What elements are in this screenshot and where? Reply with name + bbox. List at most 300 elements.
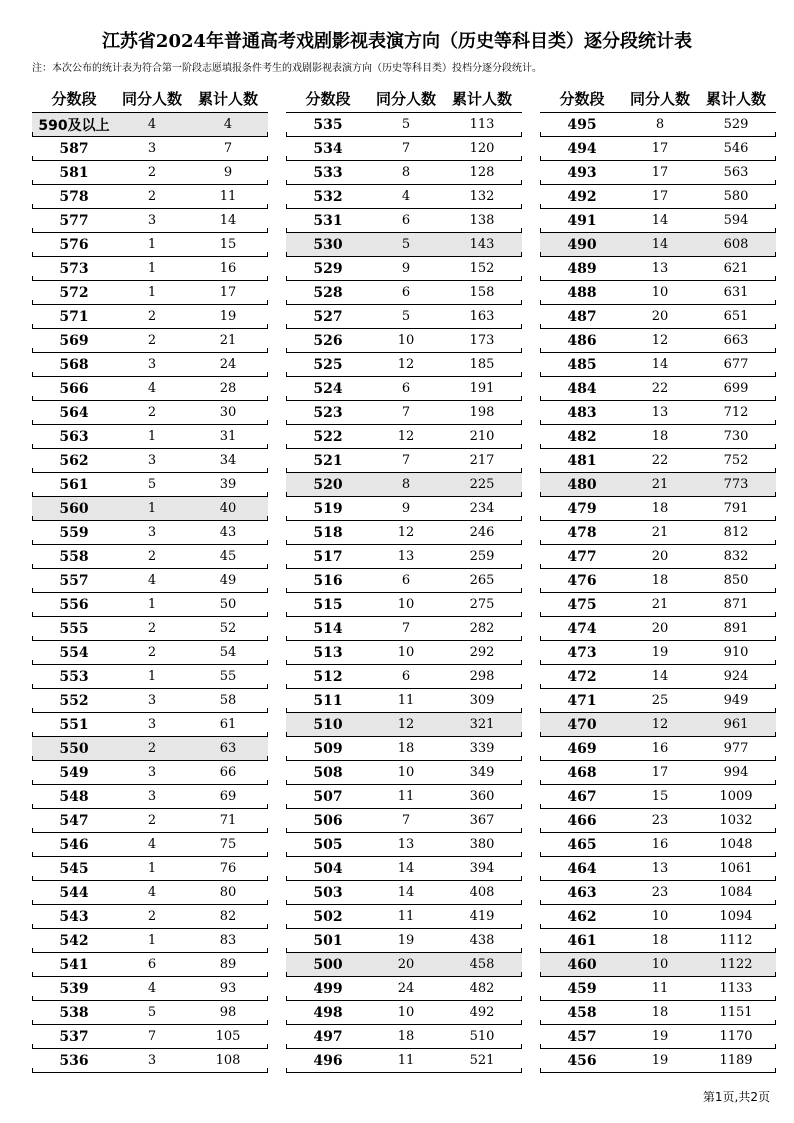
score-cell: 459 (567, 980, 597, 997)
same-count-cell: 19 (651, 1029, 669, 1044)
same-count-cell: 14 (651, 237, 669, 252)
cumulative-cell: 43 (219, 525, 237, 540)
same-count-cell: 6 (401, 213, 411, 228)
same-count-cell: 14 (651, 213, 669, 228)
cumulative-cell: 394 (469, 861, 495, 876)
table-row (540, 401, 776, 425)
same-count-cell: 17 (651, 765, 669, 780)
cumulative-cell: 210 (469, 429, 495, 444)
score-cell: 469 (567, 740, 597, 757)
score-cell: 487 (567, 308, 597, 325)
same-count-cell: 2 (147, 645, 157, 660)
score-cell: 539 (59, 980, 89, 997)
cumulative-cell: 752 (723, 453, 749, 468)
same-count-cell: 5 (401, 237, 411, 252)
header-cumulative: 累计人数 (197, 89, 258, 108)
cumulative-cell: 339 (469, 741, 495, 756)
score-cell: 498 (313, 1004, 343, 1021)
score-cell: 552 (59, 692, 89, 709)
cumulative-cell: 730 (723, 429, 749, 444)
same-count-cell: 2 (147, 621, 157, 636)
cumulative-cell: 7 (223, 141, 233, 156)
table-row (286, 329, 522, 353)
same-count-cell: 6 (401, 381, 411, 396)
cumulative-cell: 773 (723, 477, 749, 492)
score-cell: 508 (313, 764, 343, 781)
score-cell: 537 (59, 1028, 89, 1045)
table-row (32, 353, 268, 377)
same-count-cell: 2 (147, 909, 157, 924)
table-row (540, 257, 776, 281)
table-row (540, 1049, 776, 1073)
score-cell: 548 (59, 788, 89, 805)
score-cell: 564 (59, 404, 89, 421)
same-count-cell: 22 (651, 453, 669, 468)
table-row (540, 617, 776, 641)
table-row (32, 713, 268, 737)
table-row (32, 377, 268, 401)
table-row (540, 497, 776, 521)
page-title: 江苏省2024年普通高考戏剧影视表演方向（历史等科目类）逐分段统计表 (101, 31, 693, 52)
cumulative-cell: 217 (469, 453, 495, 468)
cumulative-cell: 198 (469, 405, 495, 420)
score-cell: 576 (59, 236, 89, 253)
table-row (286, 689, 522, 713)
table-row (286, 929, 522, 953)
same-count-cell: 4 (147, 981, 157, 996)
score-cell: 581 (59, 164, 89, 181)
score-cell: 518 (313, 524, 343, 541)
same-count-cell: 12 (397, 357, 415, 372)
score-cell: 510 (313, 716, 343, 733)
score-cell: 506 (313, 812, 343, 829)
score-cell: 512 (313, 668, 343, 685)
same-count-cell: 7 (401, 813, 411, 828)
cumulative-cell: 185 (469, 357, 495, 372)
cumulative-cell: 1084 (719, 885, 753, 900)
table-row (540, 329, 776, 353)
score-cell: 547 (59, 812, 89, 829)
score-cell: 514 (313, 620, 343, 637)
table-column-3 (540, 84, 776, 1073)
same-count-cell: 1 (147, 933, 157, 948)
table-row (286, 905, 522, 929)
score-cell: 521 (313, 452, 343, 469)
table-row (32, 329, 268, 353)
cumulative-cell: 1094 (719, 909, 753, 924)
table-row (32, 545, 268, 569)
same-count-cell: 17 (651, 141, 669, 156)
cumulative-cell: 75 (219, 837, 237, 852)
table-row (286, 137, 522, 161)
cumulative-cell: 17 (219, 285, 237, 300)
score-cell: 505 (313, 836, 343, 853)
same-count-cell: 18 (651, 429, 669, 444)
score-cell: 531 (313, 212, 343, 229)
score-cell: 468 (567, 764, 597, 781)
score-cell: 465 (567, 836, 597, 853)
same-count-cell: 11 (397, 693, 415, 708)
same-count-cell: 5 (147, 477, 157, 492)
cumulative-cell: 259 (469, 549, 495, 564)
table-row (286, 977, 522, 1001)
cumulative-cell: 55 (219, 669, 237, 684)
same-count-cell: 3 (147, 213, 157, 228)
same-count-cell: 10 (651, 909, 669, 924)
same-count-cell: 11 (397, 909, 415, 924)
table-row (540, 137, 776, 161)
score-cell: 475 (567, 596, 597, 613)
same-count-cell: 21 (651, 597, 669, 612)
cumulative-cell: 163 (469, 309, 495, 324)
same-count-cell: 1 (147, 285, 157, 300)
table-row (540, 929, 776, 953)
same-count-cell: 8 (401, 477, 411, 492)
table-row (540, 113, 776, 137)
table-row (540, 737, 776, 761)
table-row (32, 977, 268, 1001)
cumulative-cell: 39 (219, 477, 237, 492)
same-count-cell: 20 (651, 549, 669, 564)
score-cell: 470 (567, 716, 597, 733)
table-row (540, 953, 776, 977)
header-score: 分数段 (559, 89, 605, 108)
table-row (540, 857, 776, 881)
cumulative-cell: 265 (469, 573, 495, 588)
table-row (540, 809, 776, 833)
score-cell: 461 (567, 932, 597, 949)
cumulative-cell: 1112 (719, 933, 753, 948)
cumulative-cell: 563 (723, 165, 749, 180)
same-count-cell: 15 (651, 789, 669, 804)
table-row (32, 281, 268, 305)
score-cell: 527 (313, 308, 343, 325)
table-row (286, 113, 522, 137)
cumulative-cell: 910 (723, 645, 749, 660)
score-cell: 509 (313, 740, 343, 757)
same-count-cell: 3 (147, 453, 157, 468)
same-count-cell: 9 (401, 261, 411, 276)
table-row (286, 641, 522, 665)
table-header (540, 84, 776, 112)
same-count-cell: 19 (651, 1053, 669, 1068)
cumulative-cell: 631 (723, 285, 749, 300)
score-cell: 525 (313, 356, 343, 373)
score-cell: 523 (313, 404, 343, 421)
score-cell: 558 (59, 548, 89, 565)
table-row (286, 857, 522, 881)
table-row (286, 1025, 522, 1049)
table-row (286, 209, 522, 233)
same-count-cell: 12 (397, 429, 415, 444)
cumulative-cell: 52 (219, 621, 237, 636)
table-row (540, 1001, 776, 1025)
same-count-cell: 23 (651, 885, 669, 900)
score-cell: 528 (313, 284, 343, 301)
same-count-cell: 4 (147, 885, 157, 900)
score-cell: 460 (567, 956, 597, 973)
same-count-cell: 14 (397, 861, 415, 876)
table-row (32, 1049, 268, 1073)
cumulative-cell: 1189 (719, 1053, 753, 1068)
same-count-cell: 3 (147, 357, 157, 372)
score-cell: 462 (567, 908, 597, 925)
same-count-cell: 14 (397, 885, 415, 900)
same-count-cell: 10 (651, 957, 669, 972)
score-cell: 571 (59, 308, 89, 325)
score-cell: 520 (313, 476, 343, 493)
cumulative-cell: 994 (723, 765, 749, 780)
cumulative-cell: 871 (723, 597, 749, 612)
cumulative-cell: 1061 (719, 861, 753, 876)
same-count-cell: 20 (397, 957, 415, 972)
table-row (32, 401, 268, 425)
table-row (540, 1025, 776, 1049)
score-cell: 486 (567, 332, 597, 349)
same-count-cell: 7 (401, 453, 411, 468)
cumulative-cell: 367 (469, 813, 495, 828)
table-row (32, 785, 268, 809)
same-count-cell: 18 (651, 501, 669, 516)
score-cell: 492 (567, 188, 597, 205)
score-cell: 457 (567, 1028, 597, 1045)
score-cell: 480 (567, 476, 597, 493)
cumulative-cell: 521 (469, 1053, 495, 1068)
table-row (286, 257, 522, 281)
same-count-cell: 16 (651, 741, 669, 756)
table-row (32, 257, 268, 281)
same-count-cell: 10 (397, 333, 415, 348)
cumulative-cell: 298 (469, 669, 495, 684)
score-cell: 535 (313, 116, 343, 133)
score-cell: 572 (59, 284, 89, 301)
same-count-cell: 3 (147, 765, 157, 780)
table-body (286, 112, 522, 1073)
table-row (286, 305, 522, 329)
table-row (32, 929, 268, 953)
score-cell: 536 (59, 1052, 89, 1069)
table-row (286, 161, 522, 185)
same-count-cell: 18 (397, 1029, 415, 1044)
score-cell: 507 (313, 788, 343, 805)
table-row (32, 161, 268, 185)
table-row (32, 497, 268, 521)
header-cumulative: 累计人数 (451, 89, 512, 108)
cumulative-cell: 89 (219, 957, 237, 972)
cumulative-cell: 9 (223, 165, 233, 180)
score-cell: 513 (313, 644, 343, 661)
same-count-cell: 1 (147, 429, 157, 444)
table-row (32, 1025, 268, 1049)
score-cell: 551 (59, 716, 89, 733)
header-score: 分数段 (51, 89, 97, 108)
table-row (32, 449, 268, 473)
table-row (540, 593, 776, 617)
score-cell: 549 (59, 764, 89, 781)
score-cell: 550 (59, 740, 89, 757)
cumulative-cell: 1133 (719, 981, 753, 996)
table-row (286, 569, 522, 593)
same-count-cell: 19 (651, 645, 669, 660)
cumulative-cell: 76 (219, 861, 237, 876)
same-count-cell: 14 (651, 669, 669, 684)
score-cell: 476 (567, 572, 597, 589)
score-cell: 485 (567, 356, 597, 373)
score-cell: 478 (567, 524, 597, 541)
score-cell: 516 (313, 572, 343, 589)
score-cell: 578 (59, 188, 89, 205)
header-score: 分数段 (305, 89, 351, 108)
cumulative-cell: 24 (219, 357, 237, 372)
cumulative-cell: 132 (469, 189, 495, 204)
cumulative-cell: 699 (723, 381, 749, 396)
same-count-cell: 1 (147, 501, 157, 516)
cumulative-cell: 924 (723, 669, 749, 684)
table-column-1 (32, 84, 268, 1073)
same-count-cell: 10 (397, 765, 415, 780)
score-cell: 555 (59, 620, 89, 637)
score-cell: 482 (567, 428, 597, 445)
cumulative-cell: 225 (469, 477, 495, 492)
table-row (32, 617, 268, 641)
cumulative-cell: 812 (723, 525, 749, 540)
table-body (32, 112, 268, 1073)
cumulative-cell: 580 (723, 189, 749, 204)
same-count-cell: 6 (401, 285, 411, 300)
cumulative-cell: 529 (723, 117, 749, 132)
cumulative-cell: 191 (469, 381, 495, 396)
same-count-cell: 1 (147, 861, 157, 876)
score-cell: 533 (313, 164, 343, 181)
same-count-cell: 4 (147, 837, 157, 852)
same-count-cell: 13 (397, 837, 415, 852)
same-count-cell: 25 (651, 693, 669, 708)
cumulative-cell: 34 (219, 453, 237, 468)
cumulative-cell: 1009 (719, 789, 753, 804)
table-row (540, 233, 776, 257)
score-cell: 530 (313, 236, 343, 253)
same-count-cell: 18 (651, 933, 669, 948)
same-count-cell: 12 (651, 333, 669, 348)
cumulative-cell: 275 (469, 597, 495, 612)
score-cell: 529 (313, 260, 343, 277)
header-same-count: 同分人数 (375, 89, 436, 108)
table-row (32, 593, 268, 617)
table-row (32, 881, 268, 905)
cumulative-cell: 71 (219, 813, 237, 828)
same-count-cell: 18 (397, 741, 415, 756)
cumulative-cell: 608 (723, 237, 749, 252)
same-count-cell: 3 (147, 141, 157, 156)
same-count-cell: 7 (401, 405, 411, 420)
table-row (32, 761, 268, 785)
same-count-cell: 10 (397, 1005, 415, 1020)
same-count-cell: 2 (147, 813, 157, 828)
cumulative-cell: 438 (469, 933, 495, 948)
cumulative-cell: 152 (469, 261, 495, 276)
same-count-cell: 3 (147, 693, 157, 708)
score-cell: 545 (59, 860, 89, 877)
cumulative-cell: 492 (469, 1005, 495, 1020)
same-count-cell: 7 (401, 621, 411, 636)
table-row (286, 953, 522, 977)
cumulative-cell: 309 (469, 693, 495, 708)
score-cell: 568 (59, 356, 89, 373)
table-row (540, 881, 776, 905)
cumulative-cell: 621 (723, 261, 749, 276)
score-cell: 497 (313, 1028, 343, 1045)
cumulative-cell: 1170 (719, 1029, 753, 1044)
score-cell: 524 (313, 380, 343, 397)
score-cell: 458 (567, 1004, 597, 1021)
score-cell: 464 (567, 860, 597, 877)
same-count-cell: 12 (651, 717, 669, 732)
same-count-cell: 8 (655, 117, 665, 132)
cumulative-cell: 31 (219, 429, 237, 444)
table-row (540, 209, 776, 233)
same-count-cell: 21 (651, 477, 669, 492)
score-cell: 474 (567, 620, 597, 637)
same-count-cell: 4 (147, 573, 157, 588)
same-count-cell: 18 (651, 1005, 669, 1020)
score-cell: 541 (59, 956, 89, 973)
table-row (540, 185, 776, 209)
score-cell: 538 (59, 1004, 89, 1021)
table-row (286, 737, 522, 761)
table-column-2 (286, 84, 522, 1073)
table-row (540, 377, 776, 401)
cumulative-cell: 21 (219, 333, 237, 348)
same-count-cell: 4 (147, 381, 157, 396)
table-row (32, 209, 268, 233)
score-cell: 515 (313, 596, 343, 613)
same-count-cell: 2 (147, 333, 157, 348)
score-cell: 559 (59, 524, 89, 541)
score-cell: 491 (567, 212, 597, 229)
same-count-cell: 6 (401, 669, 411, 684)
score-cell: 519 (313, 500, 343, 517)
table-row (32, 833, 268, 857)
score-cell: 500 (313, 956, 343, 973)
table-row (540, 761, 776, 785)
same-count-cell: 22 (651, 381, 669, 396)
table-row (540, 689, 776, 713)
cumulative-cell: 54 (219, 645, 237, 660)
table-row (286, 353, 522, 377)
cumulative-cell: 113 (469, 117, 495, 132)
cumulative-cell: 949 (723, 693, 749, 708)
same-count-cell: 11 (651, 981, 669, 996)
same-count-cell: 9 (401, 501, 411, 516)
score-cell: 556 (59, 596, 89, 613)
table-row (540, 449, 776, 473)
table-row (540, 665, 776, 689)
score-cell: 496 (313, 1052, 343, 1069)
header-same-count: 同分人数 (629, 89, 690, 108)
cumulative-cell: 108 (215, 1053, 241, 1068)
score-cell: 463 (567, 884, 597, 901)
table-row (286, 401, 522, 425)
cumulative-cell: 11 (219, 189, 237, 204)
cumulative-cell: 45 (219, 549, 237, 564)
table-row (286, 521, 522, 545)
same-count-cell: 10 (397, 645, 415, 660)
same-count-cell: 4 (147, 117, 157, 132)
table-row (286, 425, 522, 449)
cumulative-cell: 380 (469, 837, 495, 852)
cumulative-cell: 49 (219, 573, 237, 588)
cumulative-cell: 30 (219, 405, 237, 420)
